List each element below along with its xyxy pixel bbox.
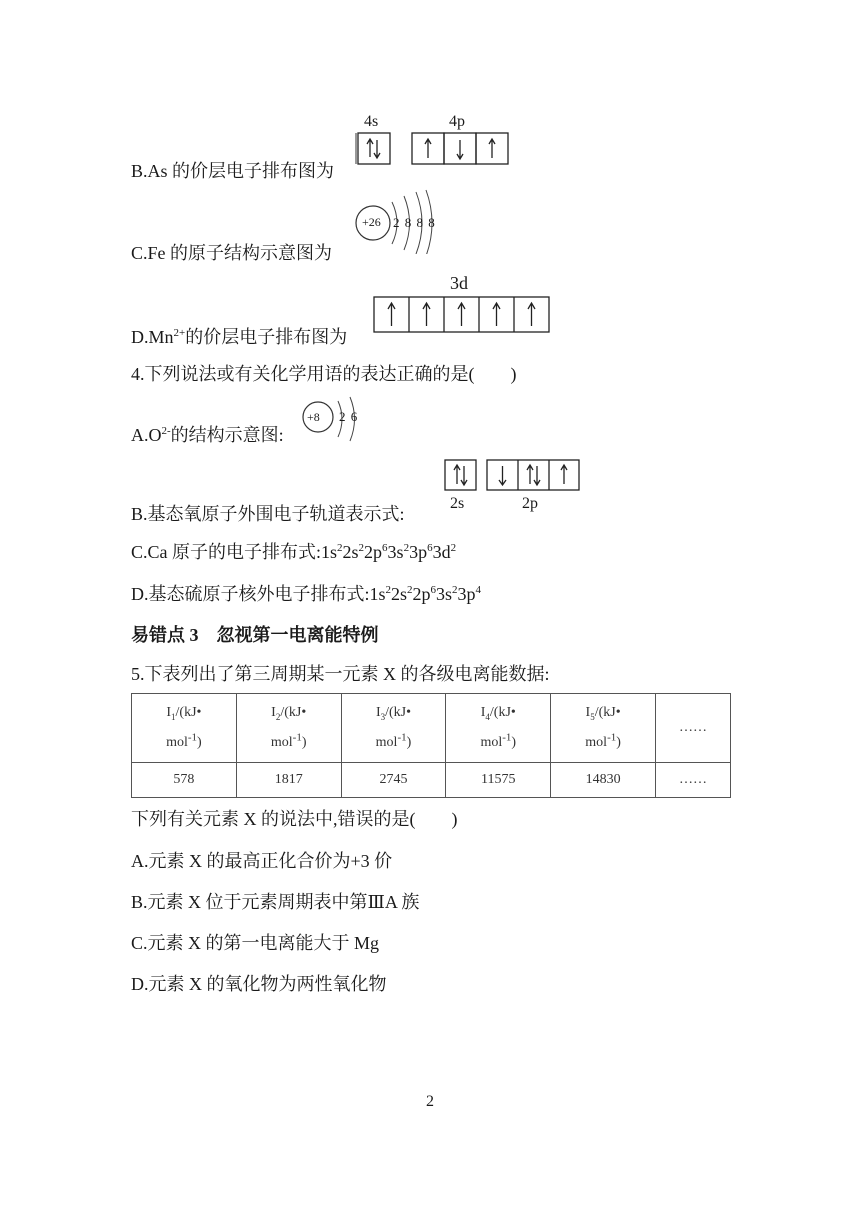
table-cell: 578 xyxy=(132,763,237,798)
table-header-cell: $I_5/(kJ•$ mol$^{-1}$) xyxy=(551,694,656,763)
table-row xyxy=(132,694,731,763)
table-cell: 2745 xyxy=(341,763,446,798)
table-cell: 14830 xyxy=(551,763,656,798)
q5-stem: 5.下表列出了第三周期某一元素 X 的各级电离能数据: xyxy=(131,664,550,684)
section-heading: 易错点 3 忽视第一电离能特例 xyxy=(131,625,379,645)
orbital-label-3d: 3d xyxy=(450,273,468,293)
table-header-ellipsis: …… xyxy=(656,694,731,763)
mn-3d-orbital-diagram xyxy=(372,295,552,335)
orbital-label-4s: 4s xyxy=(364,113,379,130)
orbital-label-2s: 2s xyxy=(450,495,465,512)
q5-option-a: A.元素 X 的最高正化合价为+3 价 xyxy=(131,851,393,871)
q3-option-b: B.As 的价层电子排布图为 xyxy=(131,161,335,181)
q4-stem: 4.下列说法或有关化学用语的表达正确的是( ) xyxy=(131,364,517,384)
table-header-cell: $I_3/(kJ•$ mol$^{-1}$) xyxy=(341,694,446,763)
q5-option-b: B.元素 X 位于元素周期表中第ⅢA 族 xyxy=(131,892,420,912)
page-number: 2 xyxy=(426,1093,434,1110)
oxygen-orbital-diagram xyxy=(443,458,583,492)
fe-shell-electrons: 2 8 8 8 xyxy=(393,215,436,230)
table-cell: 11575 xyxy=(446,763,551,798)
fe-nucleus-charge: +26 xyxy=(362,215,381,229)
table-cell-ellipsis: …… xyxy=(656,763,731,798)
q5-question: 下列有关元素 X 的说法中,错误的是( ) xyxy=(131,809,458,829)
table-cell: 1817 xyxy=(236,763,341,798)
table-row xyxy=(132,763,731,798)
table-header-cell: $I_2/(kJ•$ mol$^{-1}$) xyxy=(236,694,341,763)
o2-shell-electrons: 2 6 xyxy=(339,409,359,424)
table-header-cell: $I_4/(kJ•$ mol$^{-1}$) xyxy=(446,694,551,763)
q4-option-d: D.基态硫原子核外电子排布式$:1s^22s^22p^63s^23p^4$ xyxy=(131,584,482,604)
q4-option-c: C.Ca 原子的电子排布式$:1s^22s^22p^63s^23p^63d^2$ xyxy=(131,542,457,562)
orbital-label-4p: 4p xyxy=(449,113,465,130)
o2-nucleus-charge: +8 xyxy=(307,410,320,424)
q4-option-a: $A.O^{2-}$的结构示意图: xyxy=(131,425,284,445)
q5-option-d: D.元素 X 的氧化物为两性氧化物 xyxy=(131,974,387,994)
table-header-cell: $I_1/(kJ•$ mol$^{-1}$) xyxy=(132,694,237,763)
q3-option-d: $D.Mn^{2+}$的价层电子排布图为 xyxy=(131,327,348,347)
q5-option-c: C.元素 X 的第一电离能大于 Mg xyxy=(131,933,380,953)
q3-option-c: C.Fe 的原子结构示意图为 xyxy=(131,243,333,263)
orbital-label-2p: 2p xyxy=(522,495,538,512)
ionization-energy-table xyxy=(131,693,731,798)
q4-option-b: B.基态氧原子外围电子轨道表示式: xyxy=(131,504,405,524)
as-orbital-diagram xyxy=(355,131,510,167)
